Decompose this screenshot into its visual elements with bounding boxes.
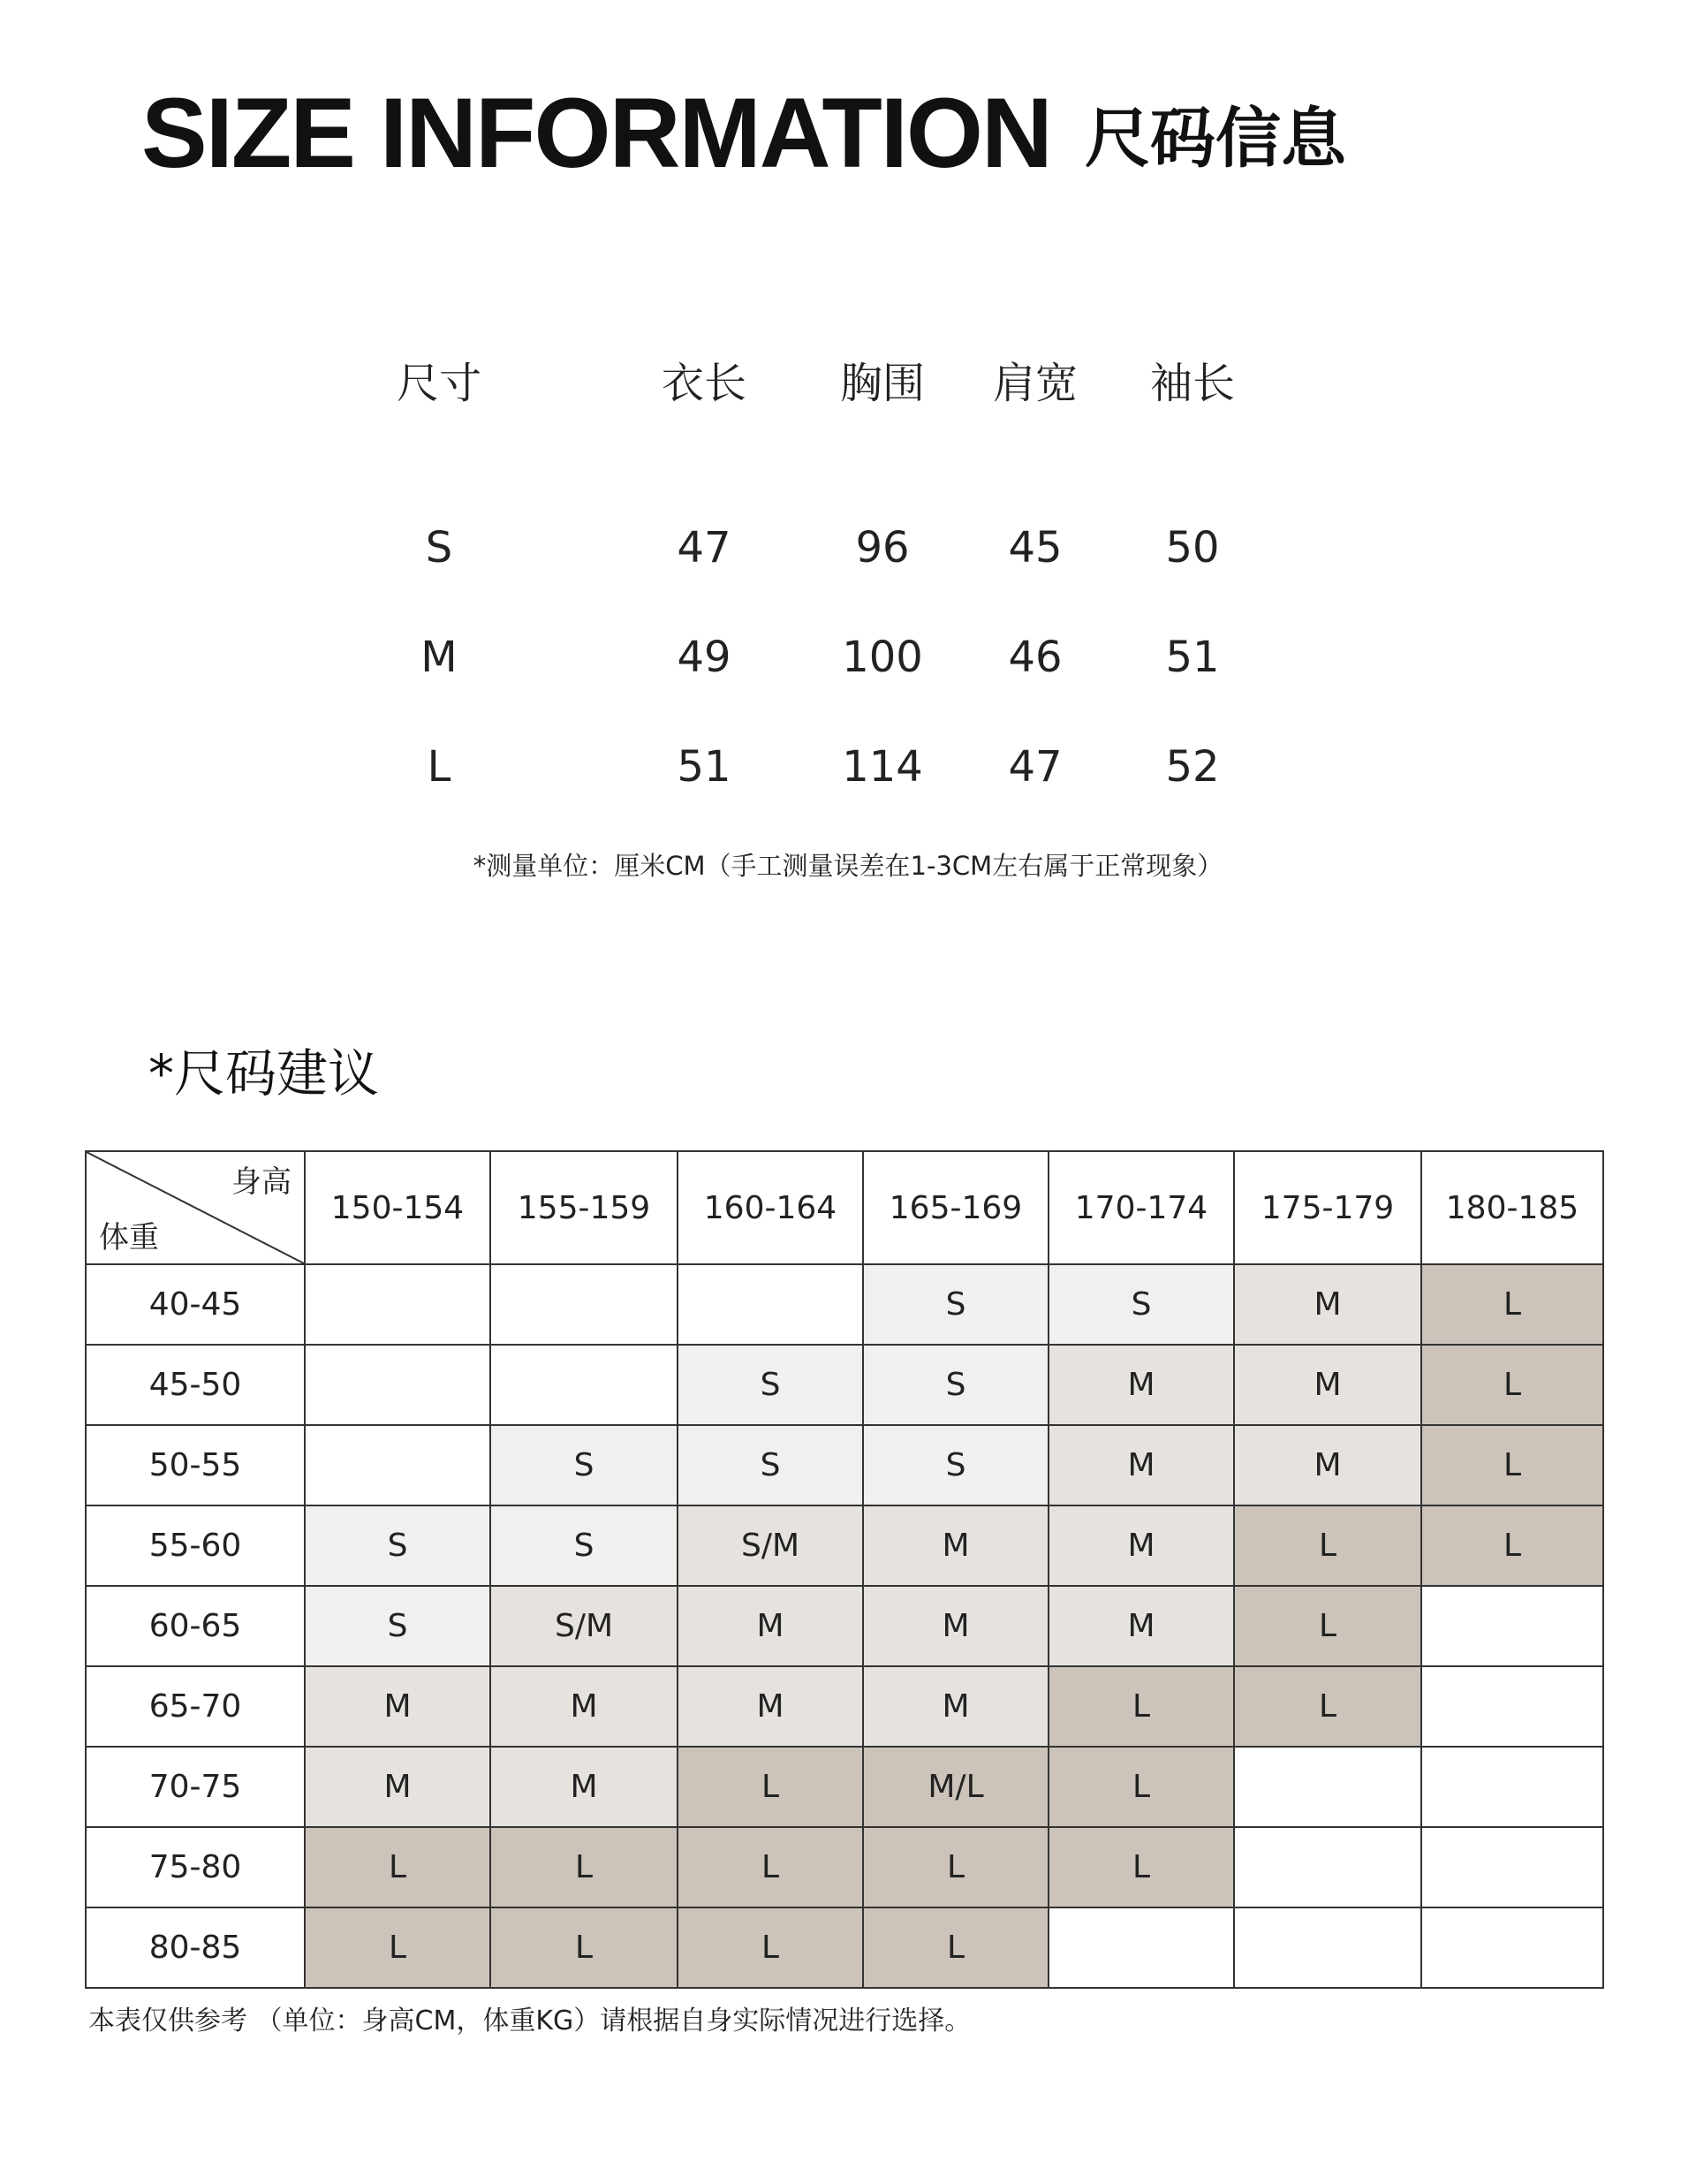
size-cell: M bbox=[1235, 1426, 1422, 1506]
size-cell: M bbox=[306, 1748, 491, 1828]
size-cell: S bbox=[678, 1426, 864, 1506]
size-cell: M bbox=[1235, 1265, 1422, 1346]
size-cell: L bbox=[306, 1908, 491, 1989]
size-cell: M bbox=[678, 1667, 864, 1748]
size-cell: L bbox=[678, 1748, 864, 1828]
size-cell bbox=[491, 1265, 678, 1346]
page-title-chinese: 尺码信息 bbox=[1085, 101, 1346, 177]
height-range-header: 175-179 bbox=[1235, 1152, 1422, 1265]
size-cell bbox=[1422, 1828, 1604, 1908]
measurement-cell: 51 bbox=[1165, 633, 1220, 682]
weight-range-header: 55-60 bbox=[87, 1506, 306, 1587]
size-cell: M bbox=[1049, 1587, 1235, 1667]
size-cell: S bbox=[491, 1506, 678, 1587]
size-cell: L bbox=[1422, 1506, 1604, 1587]
height-range-header: 165-169 bbox=[864, 1152, 1049, 1265]
size-cell: L bbox=[491, 1908, 678, 1989]
size-cell bbox=[1235, 1828, 1422, 1908]
height-range-header: 180-185 bbox=[1422, 1152, 1604, 1265]
measurement-header-chest: 胸围 bbox=[839, 359, 925, 408]
measurement-cell: 114 bbox=[842, 742, 923, 792]
size-cell bbox=[678, 1265, 864, 1346]
size-cell bbox=[1422, 1748, 1604, 1828]
height-axis-label: 身高 bbox=[231, 1164, 292, 1200]
size-cell bbox=[1235, 1748, 1422, 1828]
size-cell: S bbox=[864, 1426, 1049, 1506]
size-cell: S bbox=[306, 1506, 491, 1587]
size-cell: M bbox=[864, 1587, 1049, 1667]
size-cell: M bbox=[491, 1667, 678, 1748]
size-cell: M bbox=[1049, 1346, 1235, 1426]
measurement-cell: 100 bbox=[842, 633, 923, 682]
size-cell: L bbox=[864, 1828, 1049, 1908]
size-cell: M bbox=[1235, 1346, 1422, 1426]
height-range-header: 155-159 bbox=[491, 1152, 678, 1265]
measurement-cell: 45 bbox=[1008, 523, 1063, 573]
measurement-cell: 46 bbox=[1008, 633, 1063, 682]
size-cell bbox=[491, 1346, 678, 1426]
measurement-cell: 96 bbox=[855, 523, 910, 573]
size-cell: M/L bbox=[864, 1748, 1049, 1828]
size-cell bbox=[1235, 1908, 1422, 1989]
size-cell: L bbox=[1235, 1667, 1422, 1748]
size-cell bbox=[306, 1346, 491, 1426]
weight-range-header: 50-55 bbox=[87, 1426, 306, 1506]
size-cell: L bbox=[678, 1828, 864, 1908]
size-recommendation-table bbox=[85, 1150, 1604, 1989]
height-range-header: 170-174 bbox=[1049, 1152, 1235, 1265]
measurement-cell: S bbox=[425, 523, 453, 573]
size-cell: S/M bbox=[678, 1506, 864, 1587]
measurement-cell: M bbox=[420, 633, 458, 682]
size-cell bbox=[1422, 1587, 1604, 1667]
size-cell: L bbox=[1235, 1587, 1422, 1667]
size-cell: M bbox=[306, 1667, 491, 1748]
page-title: SIZE INFORMATION bbox=[141, 78, 1051, 188]
size-cell: M bbox=[1049, 1426, 1235, 1506]
height-range-header: 150-154 bbox=[306, 1152, 491, 1265]
size-cell: S/M bbox=[491, 1587, 678, 1667]
size-cell: L bbox=[678, 1908, 864, 1989]
measurement-header-size: 尺寸 bbox=[396, 359, 481, 408]
size-cell bbox=[306, 1265, 491, 1346]
measurement-cell: 52 bbox=[1165, 742, 1220, 792]
size-cell: L bbox=[1422, 1265, 1604, 1346]
size-cell: M bbox=[864, 1506, 1049, 1587]
size-cell: L bbox=[864, 1908, 1049, 1989]
measurement-header-length: 衣长 bbox=[661, 359, 746, 408]
weight-axis-label: 体重 bbox=[99, 1220, 159, 1255]
recommendation-title: *尺码建议 bbox=[148, 1043, 380, 1103]
size-cell: L bbox=[1422, 1346, 1604, 1426]
weight-range-header: 60-65 bbox=[87, 1587, 306, 1667]
size-cell: S bbox=[678, 1346, 864, 1426]
weight-range-header: 65-70 bbox=[87, 1667, 306, 1748]
size-cell: S bbox=[864, 1346, 1049, 1426]
weight-range-header: 80-85 bbox=[87, 1908, 306, 1989]
size-cell: L bbox=[1049, 1748, 1235, 1828]
weight-range-header: 45-50 bbox=[87, 1346, 306, 1426]
measurement-note: *测量单位：厘米CM（手工测量误差在1-3CM左右属于正常现象） bbox=[473, 851, 1223, 881]
measurement-cell: 47 bbox=[677, 523, 731, 573]
size-cell: M bbox=[491, 1748, 678, 1828]
size-cell: S bbox=[306, 1587, 491, 1667]
size-cell: M bbox=[678, 1587, 864, 1667]
weight-range-header: 70-75 bbox=[87, 1748, 306, 1828]
measurement-header-sleeve: 袖长 bbox=[1149, 359, 1235, 408]
size-cell: S bbox=[491, 1426, 678, 1506]
size-cell: L bbox=[1049, 1667, 1235, 1748]
height-range-header: 160-164 bbox=[678, 1152, 864, 1265]
size-cell bbox=[1049, 1908, 1235, 1989]
size-cell: S bbox=[864, 1265, 1049, 1346]
size-cell: M bbox=[1049, 1506, 1235, 1587]
size-cell: M bbox=[864, 1667, 1049, 1748]
table-corner-header bbox=[87, 1152, 306, 1265]
footer-note: 本表仅供参考 （单位：身高CM，体重KG）请根据自身实际情况进行选择。 bbox=[88, 2006, 972, 2036]
weight-range-header: 40-45 bbox=[87, 1265, 306, 1346]
size-cell: S bbox=[1049, 1265, 1235, 1346]
measurement-header-shoulder: 肩宽 bbox=[992, 359, 1078, 408]
weight-range-header: 75-80 bbox=[87, 1828, 306, 1908]
size-cell: L bbox=[1235, 1506, 1422, 1587]
size-cell: L bbox=[306, 1828, 491, 1908]
measurement-cell: 50 bbox=[1165, 523, 1220, 573]
size-cell: L bbox=[1049, 1828, 1235, 1908]
size-cell bbox=[1422, 1908, 1604, 1989]
size-cell bbox=[1422, 1667, 1604, 1748]
measurement-cell: L bbox=[427, 742, 451, 792]
measurement-cell: 51 bbox=[677, 742, 731, 792]
size-cell bbox=[306, 1426, 491, 1506]
measurement-cell: 47 bbox=[1008, 742, 1063, 792]
measurement-cell: 49 bbox=[677, 633, 731, 682]
size-cell: L bbox=[1422, 1426, 1604, 1506]
size-cell: L bbox=[491, 1828, 678, 1908]
